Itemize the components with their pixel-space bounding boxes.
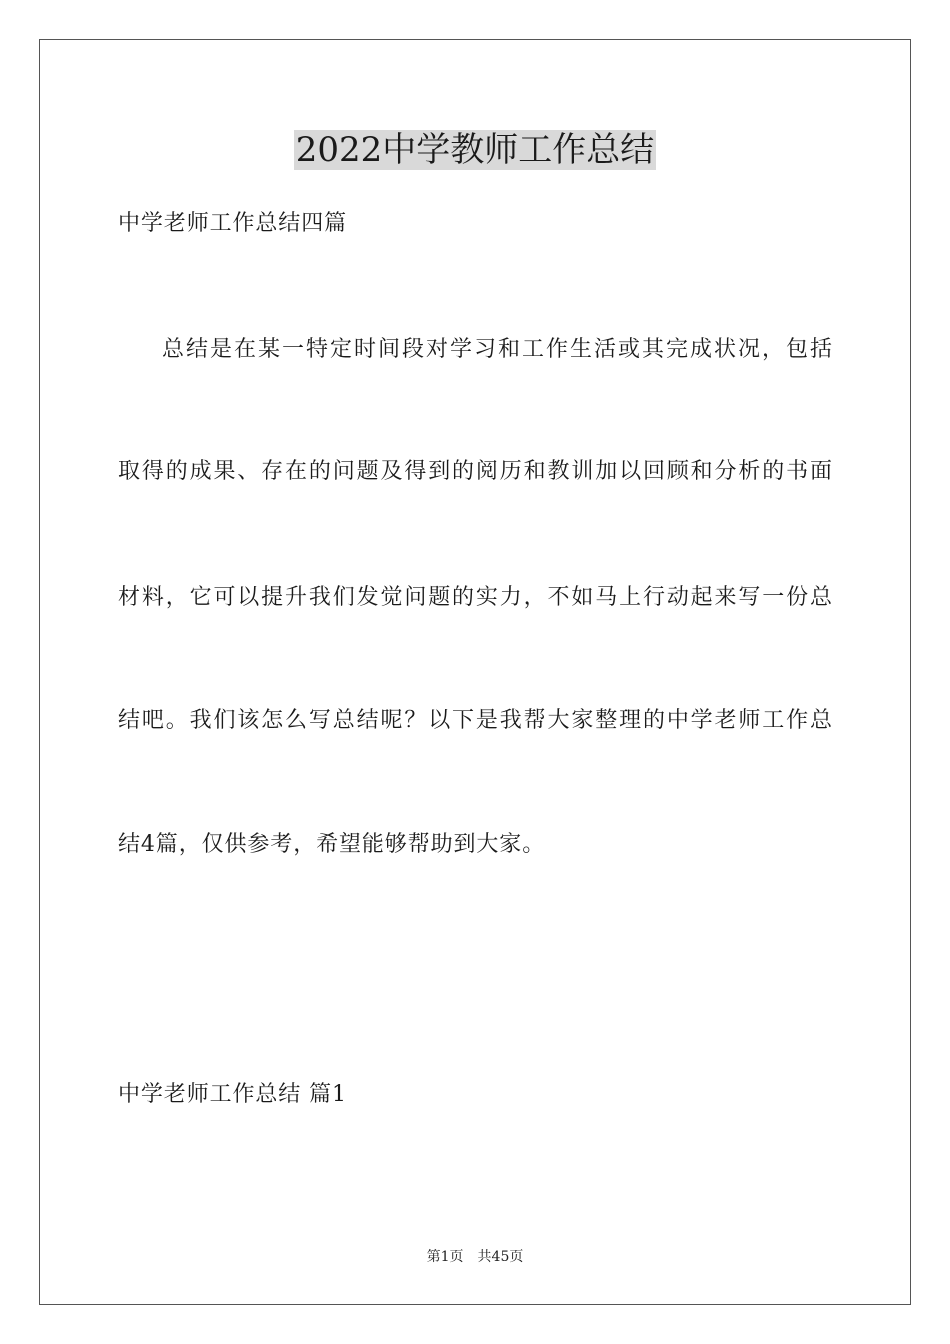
paragraph-line-3: 材料，它可以提升我们发觉问题的实力，不如马上行动起来写一份总 [118, 585, 832, 610]
document-title [0, 128, 950, 172]
paragraph-line-2: 取得的成果、存在的问题及得到的阅历和教训加以回顾和分析的书面 [118, 459, 832, 484]
page-footer [0, 1248, 950, 1266]
section-heading: 中学老师工作总结 篇1 [118, 1082, 347, 1107]
page-number: 第1页 [426, 1249, 464, 1265]
paragraph-line-1: 总结是在某一特定时间段对学习和工作生活或其完成状况，包括 [162, 337, 832, 362]
paragraph-line-4: 结吧。我们该怎么写总结呢？以下是我帮大家整理的中学老师工作总 [118, 708, 832, 733]
document-title-text: 2022中学教师工作总结 [295, 130, 655, 170]
document-subtitle: 中学老师工作总结四篇 [118, 211, 348, 236]
paragraph-line-5: 结4篇，仅供参考，希望能够帮助到大家。 [118, 832, 546, 857]
page-total: 共45页 [477, 1249, 524, 1265]
